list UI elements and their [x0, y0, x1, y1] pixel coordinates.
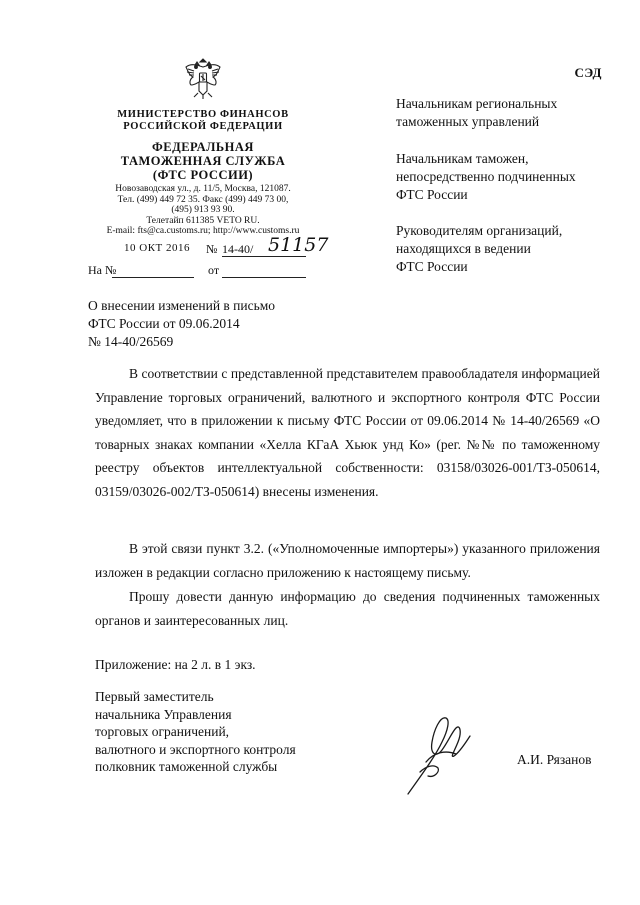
document-date-number	[88, 234, 329, 260]
paragraph-1: В соответствии с представленной представителем правообладателя информацией Управление торговых ограничений, валютного и экспортного контроля ФТС России уведомляет, что в приложении к письму ФТС России от 09.06.2014 № 14-40/26569 «О товарных знаках компании «Хелла КГаА Хьюк унд Ко» (рег. №№ по таможенному реестру объектов интеллектуальной собственности: 03158/03026-001/ТЗ-050614, 03159/03026-002/ТЗ-050614) внесены изменения.	[95, 366, 600, 499]
addressee-3: Руководителям организаций, находящихся в ведении ФТС России	[396, 223, 563, 274]
signatory-title: Первый заместитель начальника Управления торговых ограничений, валютного и экспортного контроля полковник таможенной службы	[95, 689, 296, 774]
document-number: 14-40/	[222, 242, 254, 256]
addressee-2: Начальникам таможен, непосредственно подчиненных ФТС России	[396, 151, 576, 202]
letter-subject: О внесении изменений в письмо ФТС России от 09.06.2014 № 14-40/26569	[88, 298, 276, 349]
paragraph-3: Прошу довести данную информацию до сведения подчиненных таможенных органов и заинтересованных лиц.	[95, 589, 600, 628]
reference-line	[88, 263, 318, 283]
phone-line-2: (495) 913 93 90.	[171, 205, 235, 215]
number-label: №	[206, 242, 218, 256]
service-name: ФЕДЕРАЛЬНАЯ ТАМОЖЕННАЯ СЛУЖБА (ФТС РОССИИ)	[120, 140, 286, 182]
document-number-handwritten: 51157	[268, 234, 329, 256]
addressee-1: Начальникам региональных таможенных управлений	[396, 96, 558, 129]
address-line: Новозаводская ул., д. 11/5, Москва, 121087.	[115, 184, 291, 194]
ministry-name: МИНИСТЕРСТВО ФИНАНСОВ РОССИЙСКОЙ ФЕДЕРАЦИИ	[117, 109, 289, 132]
reference-date-label: от	[208, 263, 220, 277]
paragraph-2: В этой связи пункт 3.2. («Уполномоченные импортеры») указанного приложения изложен в редакции согласно приложению к настоящему письму.	[95, 541, 600, 580]
coat-of-arms-icon	[183, 55, 223, 101]
attachment-note: Приложение: на 2 л. в 1 экз.	[95, 657, 256, 672]
signatory-name: А.И. Рязанов	[517, 752, 592, 767]
contact-block	[88, 184, 318, 237]
document-date: 10 ОКТ 2016	[124, 242, 190, 254]
phone-line: Тел. (499) 449 72 35. Факс (499) 449 73 00,	[117, 194, 289, 205]
teletype-line: Телетайп 611385 VETO RU.	[146, 215, 260, 226]
document-system-mark: СЭД	[574, 65, 602, 80]
reference-number-label: На №	[88, 263, 117, 277]
signature-icon	[390, 702, 490, 802]
email-line: E-mail: fts@ca.customs.ru; http://www.customs.ru	[106, 226, 300, 236]
